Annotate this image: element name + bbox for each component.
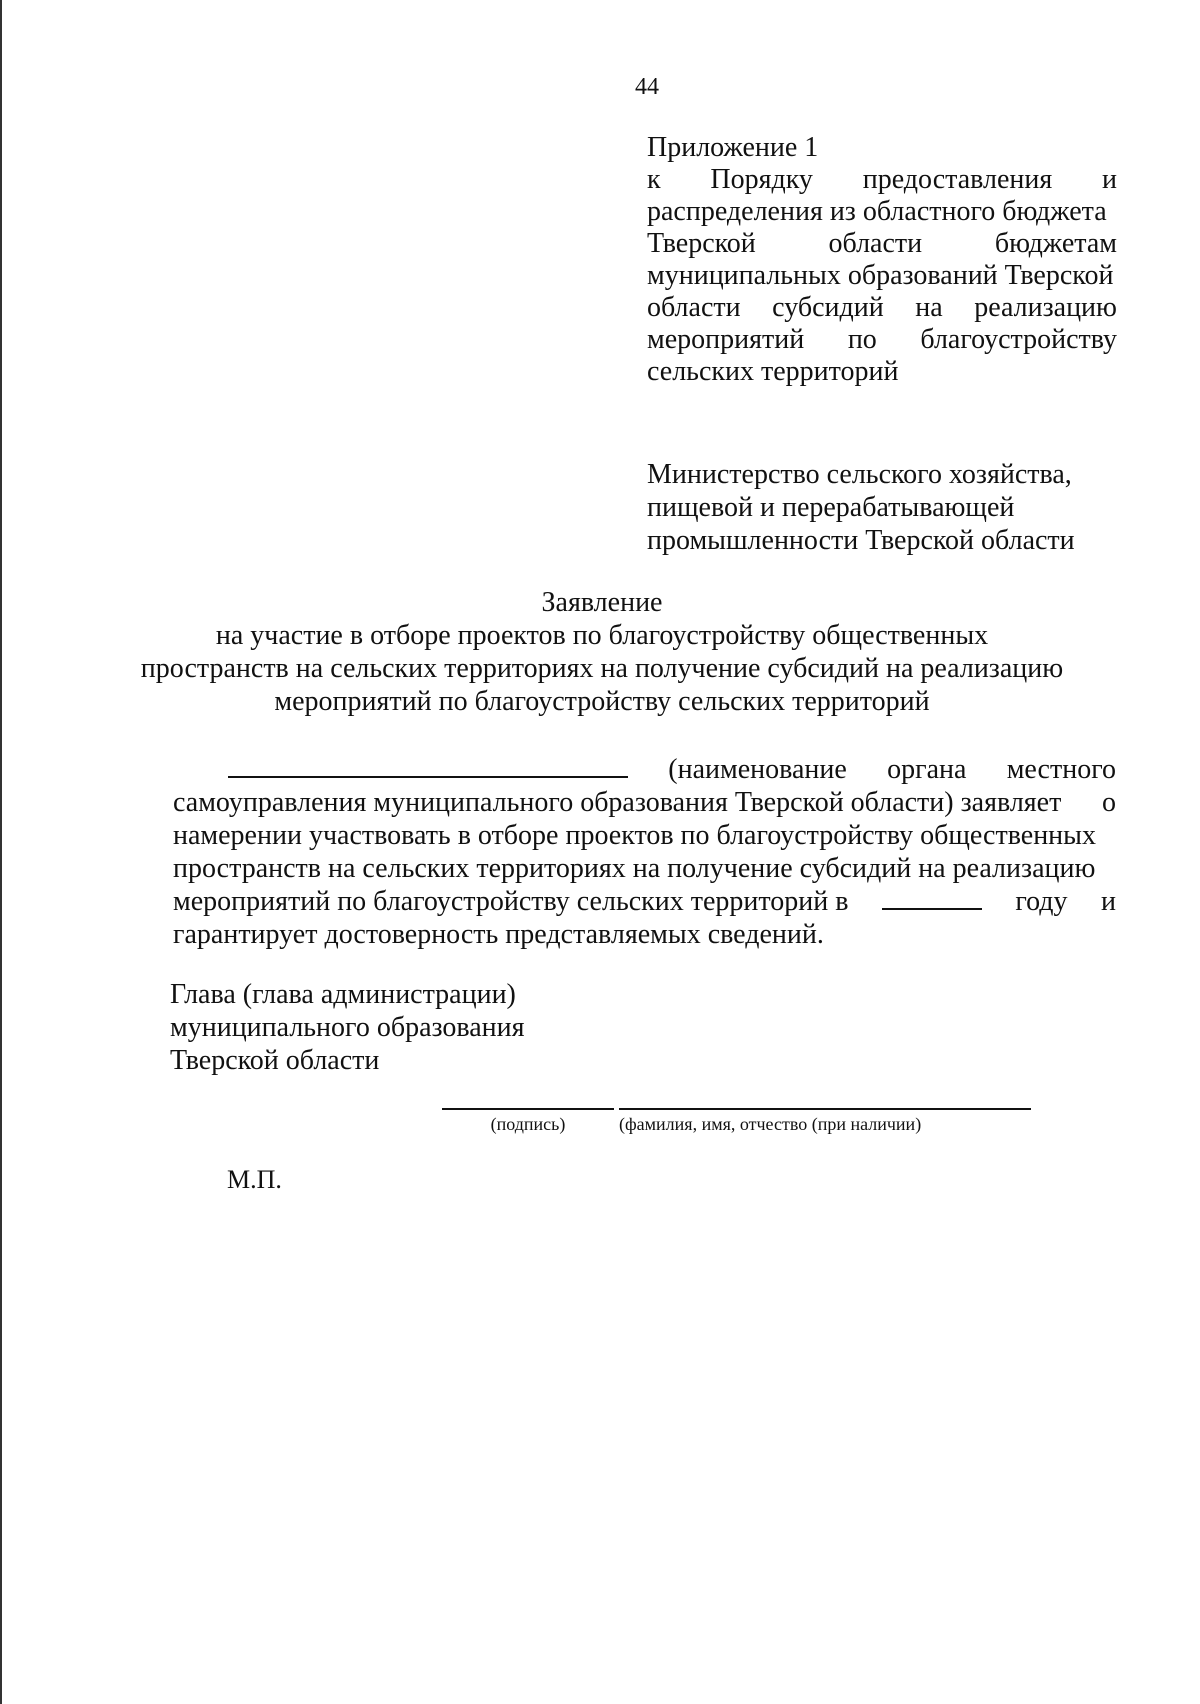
statement-body <box>173 753 1116 951</box>
appendix-word: области <box>828 228 923 259</box>
addressee-line: Министерство сельского хозяйства, <box>647 459 1072 490</box>
appendix-word: мероприятий <box>647 324 805 355</box>
appendix-line-3 <box>647 228 1117 260</box>
appendix-line-1 <box>647 164 1117 196</box>
appendix-line-2: распределения из областного бюджета <box>647 196 1107 227</box>
appendix-word: бюджетам <box>994 228 1117 259</box>
appendix-line-4: муниципальных образований Тверской <box>647 260 1114 291</box>
stamp-place-label: М.П. <box>227 1165 282 1194</box>
body-line-3: намерении участвовать в отборе проектов по благоустройству общественных <box>173 820 1096 851</box>
body-word: органа <box>887 754 967 785</box>
body-text: мероприятий по благоустройству сельских территорий в <box>173 886 849 917</box>
addressee-line: промышленности Тверской области <box>647 525 1075 556</box>
full-name-blank[interactable] <box>619 1108 1031 1110</box>
statement-heading <box>2 586 1200 718</box>
body-text: самоуправления муниципального образования Тверской области) заявляет <box>173 787 1062 818</box>
statement-title: Заявление <box>541 587 663 618</box>
statement-subtitle-line: на участие в отборе проектов по благоустройству общественных <box>215 620 989 651</box>
signature-caption: (подпись) <box>490 1114 566 1134</box>
signatory-line: Глава (глава администрации) <box>170 979 516 1010</box>
addressee-line: пищевой и перерабатывающей <box>647 492 1015 523</box>
signatory-line: муниципального образования <box>170 1012 525 1043</box>
appendix-word: на <box>915 292 943 323</box>
appendix-line-7: сельских территорий <box>647 356 899 387</box>
appendix-word: к <box>647 164 661 195</box>
appendix-word: области <box>647 292 741 323</box>
year-blank[interactable] <box>882 886 982 910</box>
signature-blank[interactable] <box>442 1108 614 1110</box>
appendix-word: субсидий <box>772 292 884 323</box>
appendix-word: Тверской <box>647 228 756 259</box>
body-line-2 <box>173 786 1116 819</box>
organization-name-blank[interactable] <box>228 754 628 778</box>
appendix-word: Порядку <box>710 164 813 195</box>
body-line-4: пространств на сельских территориях на получение субсидий на реализацию <box>173 853 1096 884</box>
body-line-6: гарантирует достоверность представляемых сведений. <box>173 919 824 950</box>
addressee-block <box>647 458 1127 557</box>
body-word: о <box>1102 787 1116 818</box>
body-word: году <box>1015 886 1068 917</box>
statement-subtitle-line: мероприятий по благоустройству сельских территорий <box>274 686 930 717</box>
appendix-line-5 <box>647 292 1117 324</box>
signatory-block <box>170 978 525 1077</box>
body-line-5 <box>173 885 1116 918</box>
statement-subtitle-line: пространств на сельских территориях на получение субсидий на реализацию <box>140 653 1064 684</box>
appendix-word: и <box>1102 164 1117 195</box>
appendix-word: предоставления <box>862 164 1053 195</box>
body-word: и <box>1100 886 1116 917</box>
body-word: местного <box>1006 754 1116 785</box>
appendix-word: по <box>847 324 877 355</box>
full-name-caption: (фамилия, имя, отчество (при наличии) <box>619 1114 922 1134</box>
body-word: (наименование <box>668 754 847 785</box>
signatory-line: Тверской области <box>170 1045 380 1076</box>
appendix-word: реализацию <box>974 292 1117 323</box>
appendix-title: Приложение 1 <box>647 132 819 163</box>
appendix-line-6 <box>647 324 1117 356</box>
page-number: 44 <box>635 74 659 100</box>
body-line-1 <box>173 753 1116 786</box>
appendix-header <box>647 132 1117 388</box>
appendix-word: благоустройству <box>920 324 1117 355</box>
